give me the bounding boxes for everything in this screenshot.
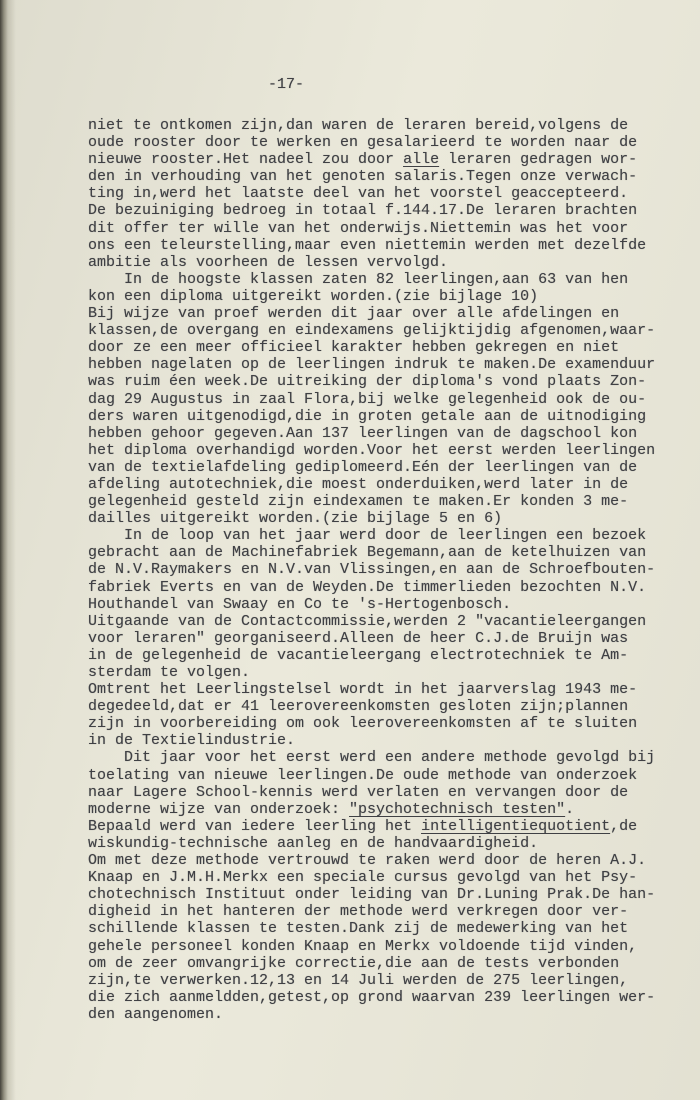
text-line: Bepaald werd van iedere leerling het intelligentiequotient,de [88,817,638,835]
text-line: die zich aanmeldden,getest,op grond waarvan 239 leerlingen wer- [88,988,656,1006]
text-line: ambitie als voorheen de lessen vervolgd. [88,253,449,271]
text-line: De bezuiniging bedroeg in totaal f.144.17.De leraren brachten [88,202,638,220]
text-line: door ze een meer officieel karakter hebben gekregen en niet [88,339,620,357]
text-line: in de Textielindustrie. [88,732,296,750]
text-line: sterdam te volgen. [88,664,251,681]
text-line: ders waren uitgenodigd,die in groten getale aan de uitnodiging [88,407,647,425]
text-line: om de zeer omvangrijke correctie,die aan de tests verbonden [88,954,620,972]
text-line: nieuwe rooster.Het nadeel zou door alle leraren gedragen wor- [88,151,638,169]
text-line: ons een teleurstelling,maar even niettemin werden met dezelfde [88,236,647,254]
text-line: In de loop van het jaar werd door de leerlingen een bezoek [88,527,647,545]
text-line: moderne wijze van onderzoek: "psychotechnisch testen". [88,800,575,818]
text-line: de N.V.Raymakers en N.V.van Vlissingen,en aan de Schroefbouten- [88,561,656,579]
text-line: degedeeld,dat er 41 leerovereenkomsten gesloten zijn;plannen [88,698,629,716]
text-line: kon een diploma uitgereikt worden.(zie bijlage 10) [88,287,539,305]
text-line: Uitgaande van de Contactcommissie,werden 2 "vacantieleergangen [88,612,647,630]
text-line: dailles uitgereikt worden.(zie bijlage 5 en 6) [88,510,503,528]
text-line: fabriek Everts en van de Weyden.De timmerlieden bezochten N.V. [88,578,647,596]
text-line: wiskundig-technische aanleg en de handvaardigheid. [88,834,539,852]
text-line: Bij wijze van proef werden dit jaar over alle afdelingen en [88,305,620,323]
book-gutter-shadow [0,0,16,1100]
text-line: schillende klassen te testen.Dank zij de medewerking van het [88,920,629,938]
text-line: Houthandel van Swaay en Co te 's-Hertogenbosch. [88,595,512,613]
text-line: In de hoogste klassen zaten 82 leerlingen,aan 63 van hen [88,270,629,288]
text-line: digheid in het hanteren der methode werd verkregen door ver- [88,903,629,921]
page-number: -17- [268,76,305,93]
text-line: Om met deze methode vertrouwd te raken werd door de heren A.J. [88,852,647,870]
text-line: chotechnisch Instituut onder leiding van Dr.Luning Prak.De han- [88,886,656,904]
text-line: gehele personeel konden Knaap en Merkx voldoende tijd vinden, [88,937,638,955]
text-line: dag 29 Augustus in zaal Flora,bij welke gelegenheid ook de ou- [88,390,647,408]
text-line: gebracht aan de Machinefabriek Begemann,aan de ketelhuizen van [88,544,647,562]
text-line: hebben gehoor gegeven.Aan 137 leerlingen van de dagschool kon [88,424,638,442]
text-line: zijn in voorbereiding om ook leerovereenkomsten af te sluiten [88,715,638,733]
text-line: niet te ontkomen zijn,dan waren de leraren bereid,volgens de [88,117,629,134]
text-line: afdeling autotechniek,die moest onderduiken,werd later in de [88,475,629,493]
text-line: voor leraren" georganiseerd.Alleen de heer C.J.de Bruijn was [88,629,629,647]
text-line: gelegenheid gesteld zijn eindexamen te maken.Er konden 3 me- [88,493,629,511]
text-line: dit offer ter wille van het onderwijs.Niettemin was het voor [88,219,629,237]
text-line: hebben nagelaten op de leerlingen indruk te maken.De examenduur [88,356,656,374]
text-line: oude rooster door te werken en gesalarieerd te worden naar de [88,134,638,152]
text-line: van de textielafdeling gediplomeerd.Eén der leerlingen van de [88,458,638,476]
text-line: het diploma overhandigd worden.Voor het eerst werden leerlingen [88,441,656,459]
text-line: den aangenomen. [88,1005,224,1023]
text-line: klassen,de overgang en eindexamens gelijktijdig afgenomen,waar- [88,322,656,340]
text-line: Knaap en J.M.H.Merkx een speciale cursus gevolgd van het Psy- [88,869,638,887]
text-line: naar Lagere School-kennis werd verlaten en vervangen door de [88,783,629,801]
text-line: was ruim éen week.De uitreiking der diploma's vond plaats Zon- [88,373,647,391]
text-line: ting in,werd het laatste deel van het voorstel geaccepteerd. [88,185,629,203]
document-lines [88,117,668,1023]
text-line: Omtrent het Leerlingstelsel wordt in het jaarverslag 1943 me- [88,681,638,699]
text-line: den in verhouding van het genoten salaris.Tegen onze verwach- [88,168,638,186]
text-line: toelating van nieuwe leerlingen.De oude methode van onderzoek [88,766,638,784]
text-line: Dit jaar voor het eerst werd een andere methode gevolgd bij [88,749,656,767]
text-line: zijn,te verwerken.12,13 en 14 Juli werden de 275 leerlingen, [88,971,629,989]
text-line: in de gelegenheid de vacantieleergang electrotechniek te Am- [88,646,629,664]
